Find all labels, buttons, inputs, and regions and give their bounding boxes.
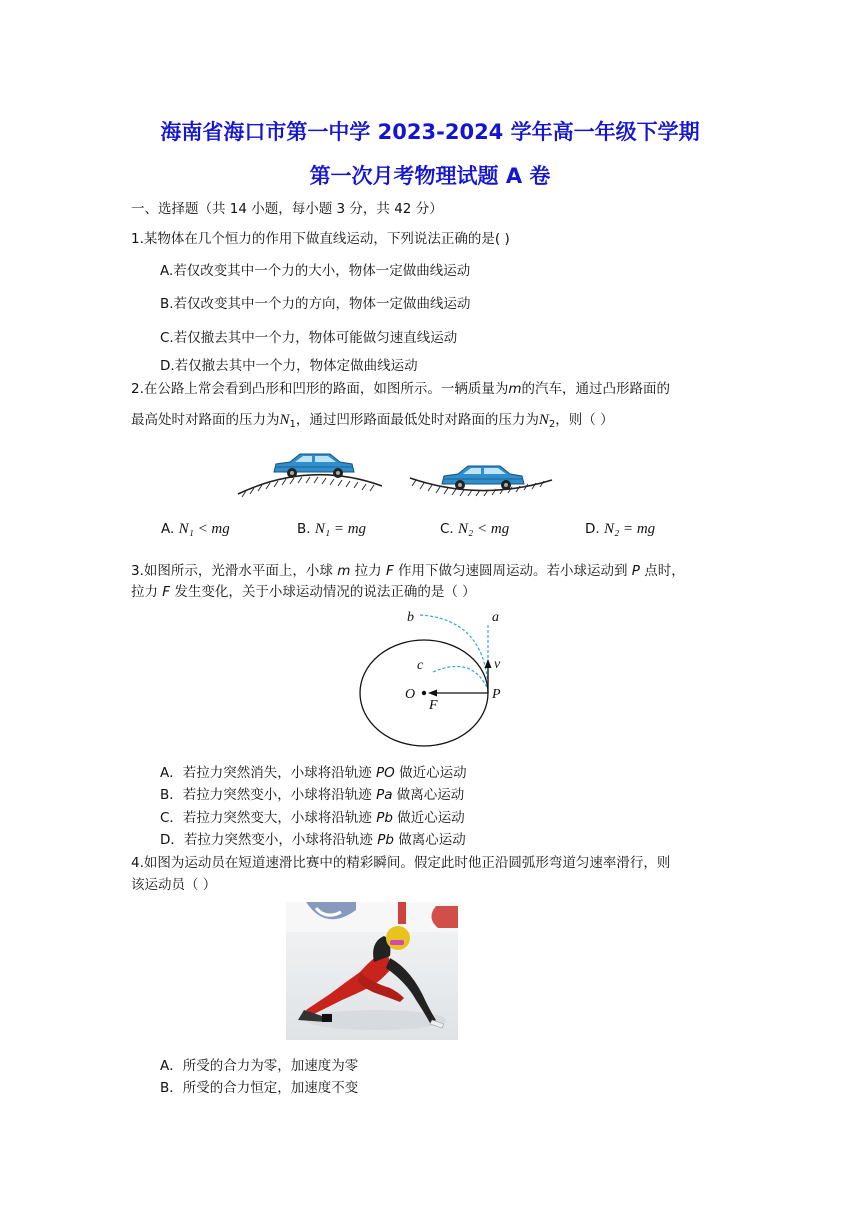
label-b: b [407, 610, 414, 625]
q2-option-b: B. N₁ = mg [297, 521, 367, 537]
q2-option-d: D. N₂ = mg [585, 521, 656, 537]
q4-option-b: B．所受的合力恒定，加速度不变 [160, 1080, 359, 1096]
q1-stem: 1.某物体在几个恒力的作用下做直线运动，下列说法正确的是( ) [131, 231, 510, 247]
q4-option-a: A．所受的合力为零，加速度为零 [160, 1058, 359, 1074]
center-point [422, 691, 426, 695]
q4-stem-line1: 4.如图为运动员在短道速滑比赛中的精彩瞬间。假定此时他正沿圆弧形弯道匀速率滑行，则 [131, 855, 671, 871]
q3-option-b: B．若拉力突然变小，小球将沿轨迹 Pa 做离心运动 [160, 787, 465, 803]
force-arrowhead [428, 690, 437, 697]
q2-option-a: A. N₁ < mg [161, 521, 230, 537]
q1-option-c: C.若仅撤去其中一个力，物体可能做匀速直线运动 [160, 330, 458, 346]
q3-option-a: A．若拉力突然消失，小球将沿轨迹 PO 做近心运动 [160, 765, 467, 781]
label-c: c [417, 658, 424, 673]
q1-option-a: A.若仅改变其中一个力的大小，物体一定做曲线运动 [160, 263, 471, 279]
q4-stem-line2: 该运动员（ ） [131, 877, 217, 893]
q2-stem-line1: 2.在公路上常会看到凸形和凹形的路面，如图所示。一辆质量为m的汽车，通过凸形路面的 [131, 381, 671, 397]
speed-skater-photo [286, 902, 458, 1040]
car-on-concave-road [442, 466, 524, 490]
section-heading: 一、选择题（共 14 小题，每小题 3 分，共 42 分） [131, 201, 443, 217]
q2-option-c: C. N₂ < mg [440, 521, 510, 537]
skater-helmet [386, 926, 410, 950]
label-F: F [429, 698, 438, 713]
q3-option-d: D．若拉力突然变小，小球将沿轨迹 Pb 做离心运动 [160, 832, 466, 848]
label-v: v [494, 657, 501, 672]
q1-option-d: D.若仅撤去其中一个力，物体定做曲线运动 [160, 358, 418, 374]
q1-option-b: B.若仅改变其中一个力的方向，物体一定做曲线运动 [160, 296, 471, 312]
q2-stem-line2: 最高处时对路面的压力为$N_1$，通过凹形路面最低处时对路面的压力为$N_2$，则（ ） [131, 412, 614, 430]
road-cars-figure [230, 440, 560, 505]
label-a: a [492, 610, 499, 625]
q3-stem-line2: 拉力 F 发生变化，关于小球运动情况的说法正确的是（ ） [131, 584, 476, 600]
q3-option-c: C．若拉力突然变大，小球将沿轨迹 Pb 做近心运动 [160, 810, 465, 826]
q3-stem-line1: 3.如图所示，光滑水平面上，小球 m 拉力 F 作用下做匀速圆周运动。若小球运动到 P 点时， [131, 563, 685, 579]
document-title-line2: 第一次月考物理试题 A 卷 [309, 164, 551, 188]
label-P: P [492, 687, 501, 702]
trajectory-c [433, 666, 488, 690]
label-O: O [405, 687, 416, 702]
convex-road [238, 475, 382, 497]
track-marker [322, 1014, 332, 1022]
velocity-arrowhead [485, 659, 492, 668]
circular-motion-figure [355, 605, 525, 750]
document-title-line1: 海南省海口市第一中学 2023-2024 学年高一年级下学期 [160, 120, 700, 144]
skater-goggles [390, 940, 404, 945]
